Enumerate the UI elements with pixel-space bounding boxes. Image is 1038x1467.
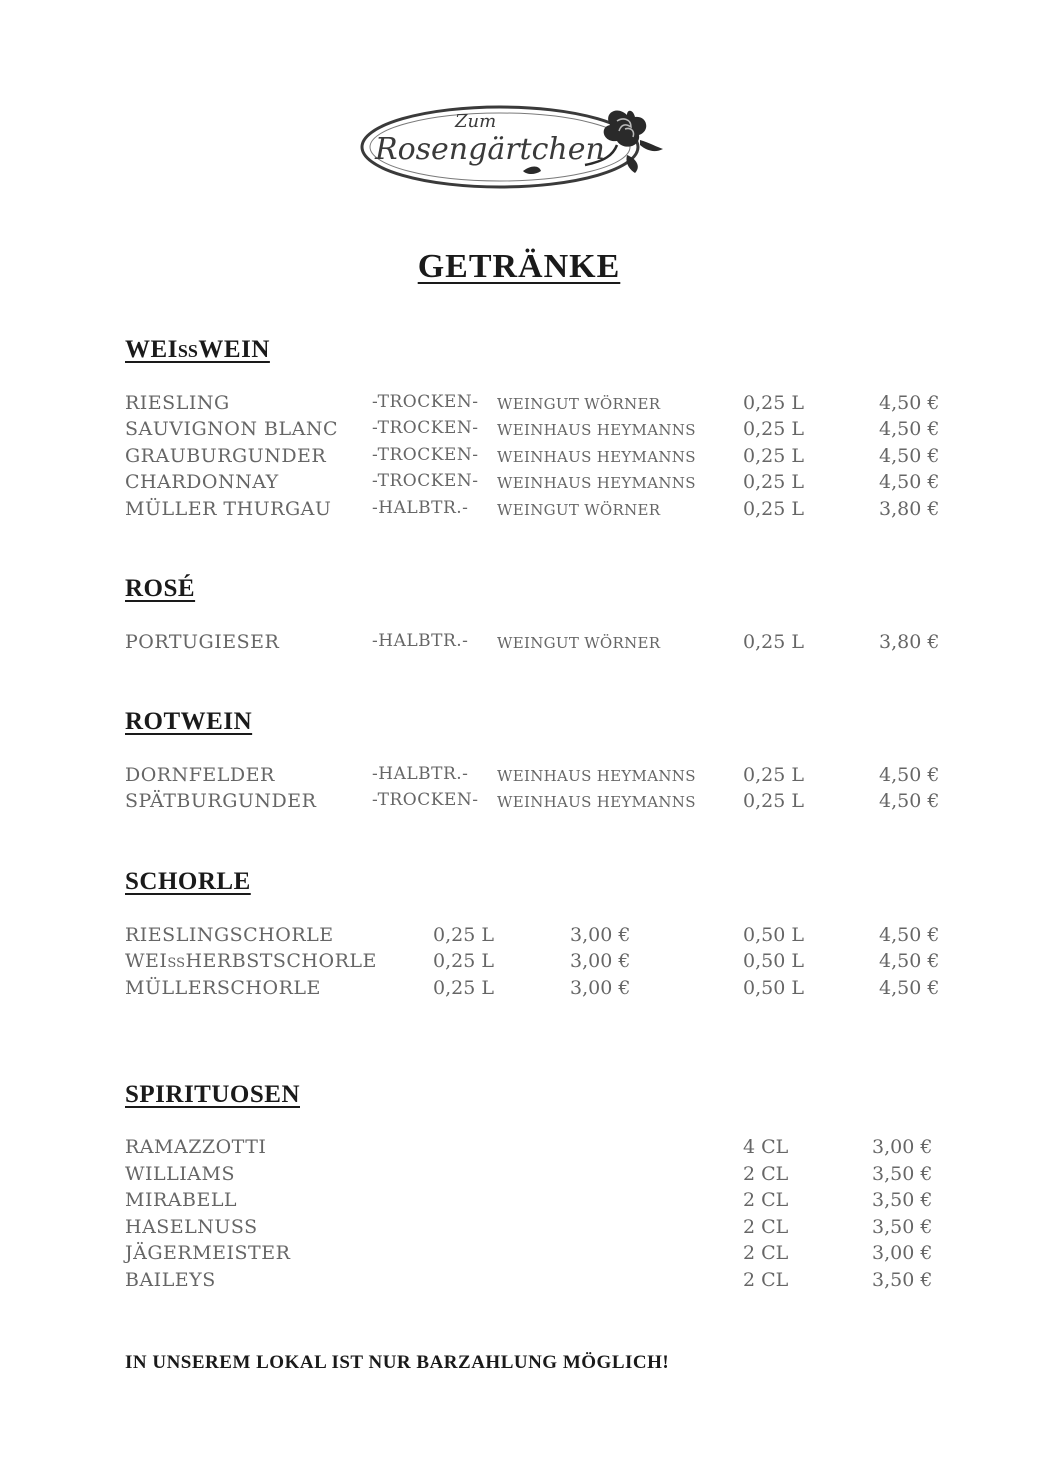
item-price-large: 4,50 € — [879, 924, 940, 946]
item-price: 3,80 € — [879, 631, 940, 653]
item-price: 4,50 € — [879, 418, 940, 440]
item-price-small: 3,00 € — [570, 924, 631, 946]
item-volume: 2 CL — [743, 1242, 789, 1264]
logo-line-2: Rosengärtchen — [375, 132, 605, 167]
item-price-small: 3,00 € — [570, 950, 631, 972]
item-winery: WEINGUT WÖRNER — [497, 395, 661, 413]
item-price: 4,50 € — [879, 445, 940, 467]
section-heading-rose: ROSÉ — [125, 575, 196, 602]
item-price: 4,50 € — [879, 471, 940, 493]
item-price: 4,50 € — [879, 790, 940, 812]
item-style: -HALBTR.- — [372, 498, 469, 518]
item-volume: 0,25 L — [743, 471, 804, 493]
menu-row — [0, 1269, 1038, 1295]
item-name: MÜLLER THURGAU — [125, 498, 332, 520]
item-volume: 0,25 L — [743, 764, 804, 786]
item-name: MÜLLERSCHORLE — [125, 977, 321, 999]
page-title: GETRÄNKE — [417, 248, 621, 285]
menu-row — [0, 1163, 1038, 1189]
item-style: -HALBTR.- — [372, 764, 469, 784]
menu-row — [0, 790, 1038, 816]
item-price: 3,50 € — [872, 1189, 933, 1211]
item-volume: 0,25 L — [743, 790, 804, 812]
item-volume-small: 0,25 L — [433, 977, 494, 999]
item-volume-large: 0,50 L — [743, 950, 804, 972]
item-winery: WEINHAUS HEYMANNS — [497, 474, 696, 492]
item-price: 3,00 € — [872, 1242, 933, 1264]
item-price: 3,80 € — [879, 498, 940, 520]
item-style: -TROCKEN- — [372, 790, 479, 810]
menu-row — [0, 498, 1038, 524]
item-volume: 2 CL — [743, 1189, 789, 1211]
item-price: 4,50 € — [879, 764, 940, 786]
item-name: RIESLING — [125, 392, 230, 414]
item-name: SPÄTBURGUNDER — [125, 790, 317, 812]
section-heading-rotwein: ROTWEIN — [125, 708, 253, 735]
item-price: 3,50 € — [872, 1216, 933, 1238]
item-price-large: 4,50 € — [879, 950, 940, 972]
menu-row — [0, 445, 1038, 471]
menu-row — [0, 418, 1038, 444]
item-name: PORTUGIESER — [125, 631, 280, 653]
menu-row — [0, 924, 1038, 950]
menu-row — [0, 764, 1038, 790]
item-name: BAILEYS — [125, 1269, 216, 1291]
item-style: -HALBTR.- — [372, 631, 469, 651]
item-winery: WEINGUT WÖRNER — [497, 501, 661, 519]
menu-row — [0, 950, 1038, 976]
item-winery: WEINHAUS HEYMANNS — [497, 793, 696, 811]
item-volume: 2 CL — [743, 1216, 789, 1238]
item-volume: 4 CL — [743, 1136, 789, 1158]
menu-row — [0, 977, 1038, 1003]
item-style: -TROCKEN- — [372, 445, 479, 465]
item-name: RAMAZZOTTI — [125, 1136, 267, 1158]
menu-row — [0, 1242, 1038, 1268]
item-volume-small: 0,25 L — [433, 950, 494, 972]
section-heading-weisswein: WEIßWEIN — [125, 336, 270, 363]
item-price: 4,50 € — [879, 392, 940, 414]
item-winery: WEINHAUS HEYMANNS — [497, 448, 696, 466]
item-volume-small: 0,25 L — [433, 924, 494, 946]
cash-only-note: IN UNSEREM LOKAL IST NUR BARZAHLUNG MÖGLICH! — [125, 1352, 670, 1373]
menu-row — [0, 1189, 1038, 1215]
item-volume-large: 0,50 L — [743, 977, 804, 999]
item-style: -TROCKEN- — [372, 392, 479, 412]
menu-row — [0, 471, 1038, 497]
item-winery: WEINGUT WÖRNER — [497, 634, 661, 652]
menu-row — [0, 1216, 1038, 1242]
item-winery: WEINHAUS HEYMANNS — [497, 421, 696, 439]
item-name: WILLIAMS — [125, 1163, 235, 1185]
item-price: 3,50 € — [872, 1269, 933, 1291]
item-volume: 0,25 L — [743, 418, 804, 440]
item-name: GRAUBURGUNDER — [125, 445, 327, 467]
item-volume-large: 0,50 L — [743, 924, 804, 946]
menu-row — [0, 392, 1038, 418]
item-winery: WEINHAUS HEYMANNS — [497, 767, 696, 785]
item-name: RIESLINGSCHORLE — [125, 924, 334, 946]
section-heading-schorle: SCHORLE — [125, 868, 251, 895]
item-price-small: 3,00 € — [570, 977, 631, 999]
logo-line-1: Zum — [455, 111, 497, 132]
section-heading-spirituosen: SPIRITUOSEN — [125, 1081, 300, 1108]
item-style: -TROCKEN- — [372, 471, 479, 491]
menu-row — [0, 631, 1038, 657]
item-volume: 0,25 L — [743, 392, 804, 414]
restaurant-logo — [355, 95, 675, 195]
item-volume: 0,25 L — [743, 498, 804, 520]
item-volume: 0,25 L — [743, 631, 804, 653]
item-volume: 2 CL — [743, 1163, 789, 1185]
item-name: SAUVIGNON BLANC — [125, 418, 338, 440]
item-name: CHARDONNAY — [125, 471, 279, 493]
item-name: HASELNUSS — [125, 1216, 258, 1238]
item-price: 3,00 € — [872, 1136, 933, 1158]
item-name: MIRABELL — [125, 1189, 238, 1211]
item-volume: 2 CL — [743, 1269, 789, 1291]
item-name: JÄGERMEISTER — [125, 1242, 291, 1264]
item-volume: 0,25 L — [743, 445, 804, 467]
item-name: DORNFELDER — [125, 764, 275, 786]
item-price: 3,50 € — [872, 1163, 933, 1185]
item-style: -TROCKEN- — [372, 418, 479, 438]
item-price-large: 4,50 € — [879, 977, 940, 999]
item-name: WEIßHERBSTSCHORLE — [125, 950, 377, 972]
menu-row — [0, 1136, 1038, 1162]
